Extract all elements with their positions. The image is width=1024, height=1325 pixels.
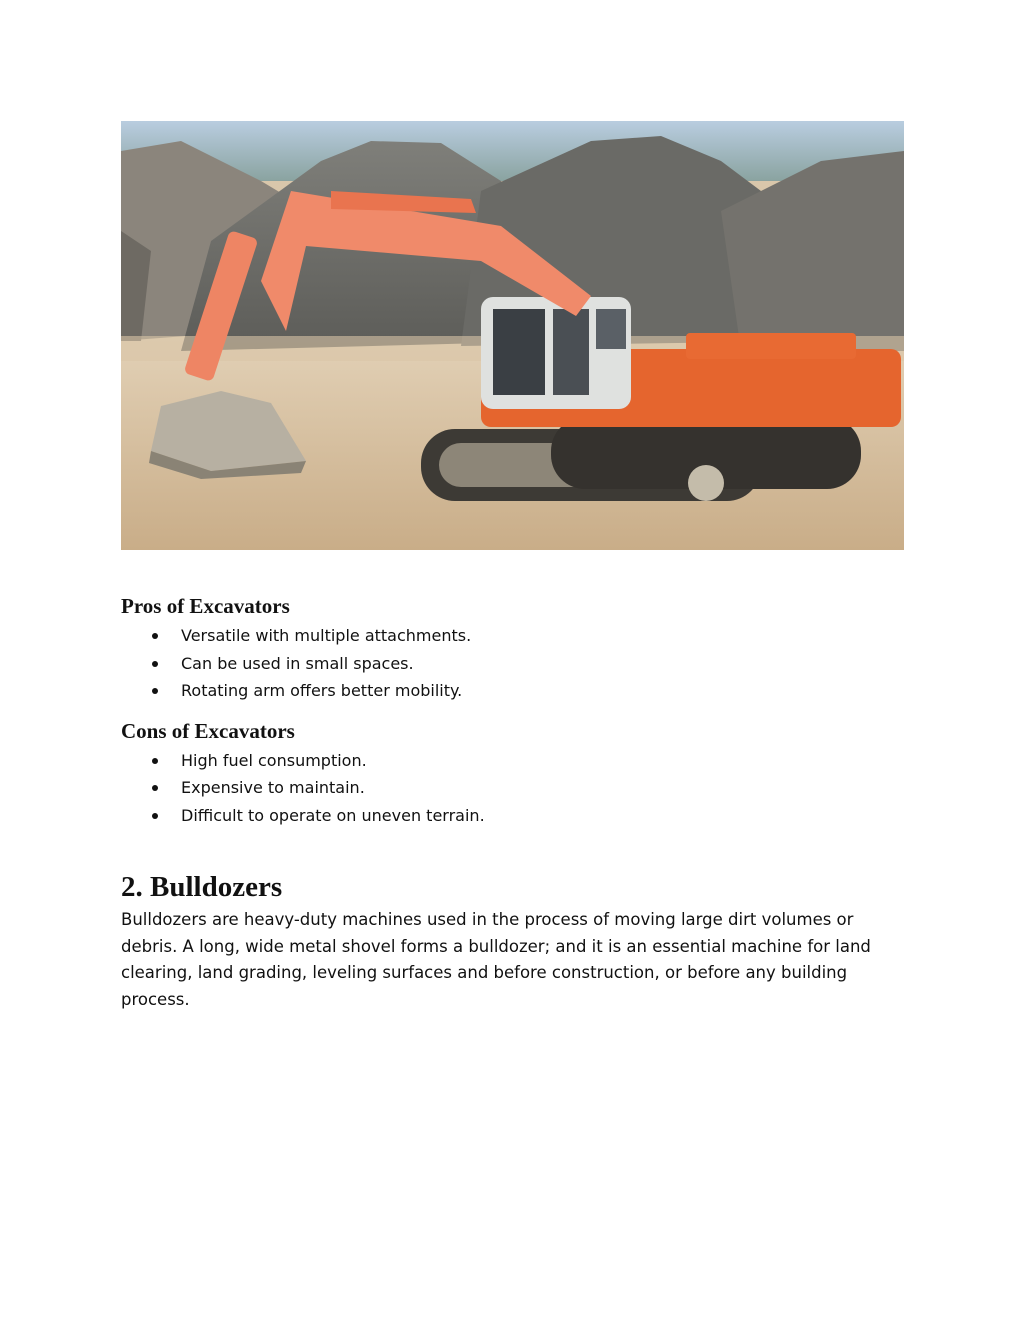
list-item: Can be used in small spaces. (121, 650, 911, 678)
cons-heading: Cons of Excavators (121, 718, 295, 743)
pros-heading: Pros of Excavators (121, 594, 290, 618)
list-item: Difficult to operate on uneven terrain. (121, 802, 911, 830)
cons-list (121, 747, 911, 830)
list-item: High fuel consumption. (121, 747, 911, 775)
pros-list (121, 622, 911, 705)
list-item: Versatile with multiple attachments. (121, 622, 911, 650)
section-heading: 2. Bulldozers (121, 871, 283, 903)
excavator-photo-icon (121, 121, 904, 550)
section-body: Bulldozers are heavy-duty machines used in the process of moving large dirt volumes or debris. A long, wide metal shovel forms a bulldozer; and it is an essential machine for land clearing, land grading, leveling surfaces and before construction, or before any building process. (121, 910, 871, 1009)
list-item: Expensive to maintain. (121, 774, 911, 802)
excavator-photo (121, 121, 904, 550)
list-item: Rotating arm offers better mobility. (121, 677, 911, 705)
